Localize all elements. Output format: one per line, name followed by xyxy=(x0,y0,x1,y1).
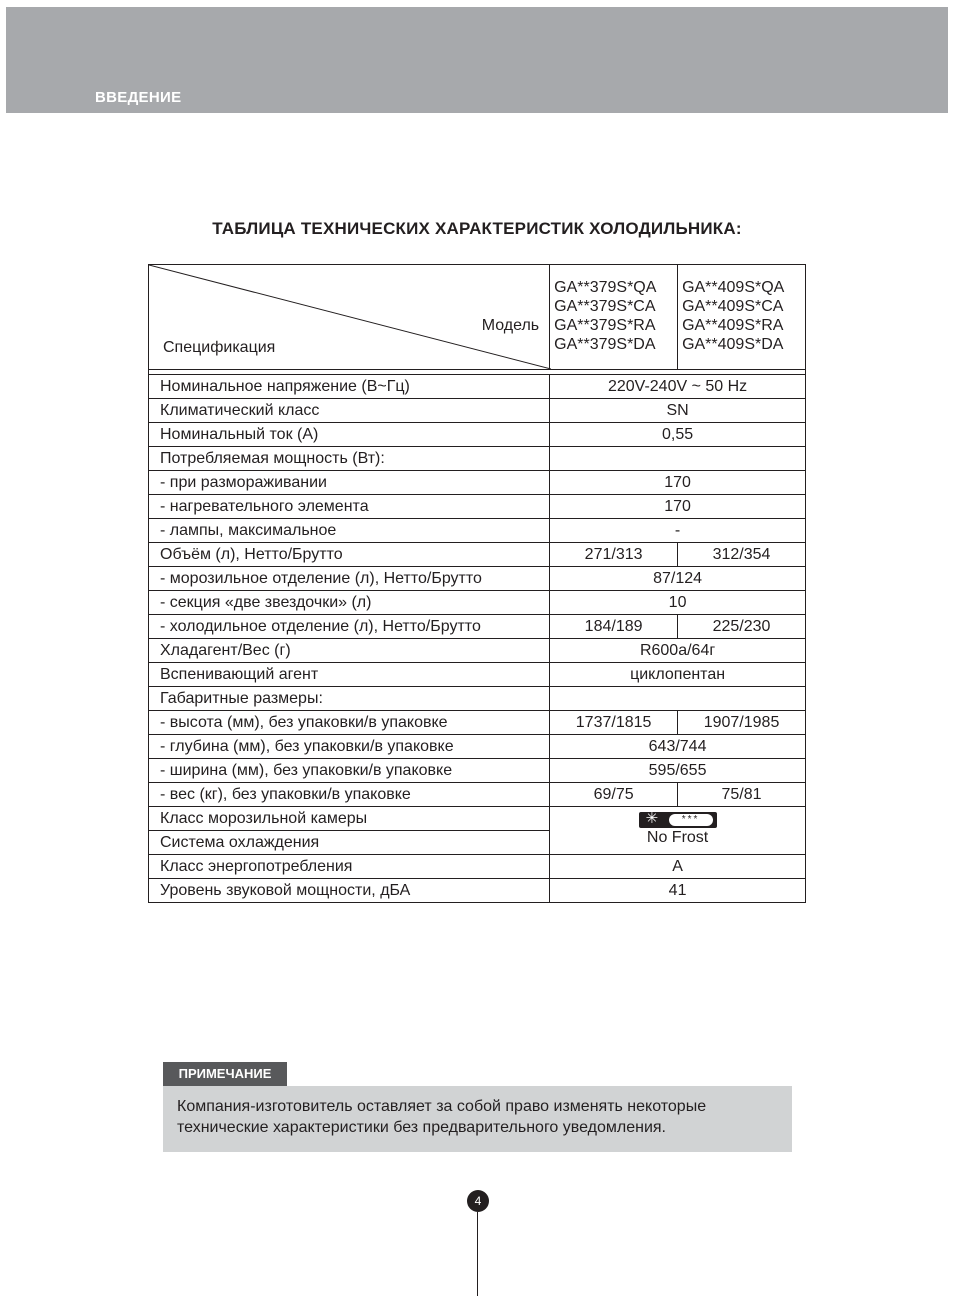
table-row xyxy=(149,495,806,519)
row-value-a: 184/189 xyxy=(550,615,678,639)
table-row xyxy=(149,855,806,879)
table-row xyxy=(149,399,806,423)
header-corner-cell xyxy=(149,265,550,370)
row-value: - xyxy=(550,519,806,543)
table-row xyxy=(149,663,806,687)
model-name: GA**379S*RA xyxy=(554,317,656,334)
row-label: Вспенивающий агент xyxy=(149,663,550,687)
table-row xyxy=(149,639,806,663)
row-value-a: 69/75 xyxy=(550,783,678,807)
model-name: GA**409S*QA xyxy=(682,279,785,296)
row-value: 595/655 xyxy=(550,759,806,783)
page-number-stem xyxy=(477,1212,478,1296)
model-group-b xyxy=(678,265,806,370)
row-label: Класс морозильной камеры xyxy=(149,807,550,831)
row-label: Габаритные размеры: xyxy=(149,687,550,711)
row-label: Климатический класс xyxy=(149,399,550,423)
row-label: Класс энергопотребления xyxy=(149,855,550,879)
row-value-a: 271/313 xyxy=(550,543,678,567)
table-row xyxy=(149,375,806,399)
row-value: SN xyxy=(550,399,806,423)
model-name: GA**409S*CA xyxy=(682,298,784,315)
model-name: GA**409S*DA xyxy=(682,336,784,353)
row-value-a: 1737/1815 xyxy=(550,711,678,735)
row-label: - морозильное отделение (л), Нетто/Брутто xyxy=(149,567,550,591)
table-row xyxy=(149,687,806,711)
note-text-line: Компания-изготовитель оставляет за собой право изменять некоторые xyxy=(177,1098,707,1115)
row-label: - нагревательного элемента xyxy=(149,495,550,519)
row-label: Потребляемая мощность (Вт): xyxy=(149,447,550,471)
row-value-b: 1907/1985 xyxy=(678,711,806,735)
table-row xyxy=(149,807,806,831)
spec-table xyxy=(148,264,806,903)
table-row xyxy=(149,783,806,807)
row-label: Номинальный ток (А) xyxy=(149,423,550,447)
table-row xyxy=(149,543,806,567)
row-label: Хладагент/Вес (г) xyxy=(149,639,550,663)
model-name: GA**379S*CA xyxy=(554,298,656,315)
model-name: GA**379S*QA xyxy=(554,279,657,296)
table-row xyxy=(149,759,806,783)
row-value: 220V-240V ~ 50 Hz xyxy=(550,375,806,399)
model-group-a xyxy=(550,265,678,370)
table-row xyxy=(149,471,806,495)
row-value-b: 225/230 xyxy=(678,615,806,639)
row-label: - высота (мм), без упаковки/в упаковке xyxy=(149,711,550,735)
table-row xyxy=(149,567,806,591)
row-value xyxy=(550,687,806,711)
row-label: - холодильное отделение (л), Нетто/Брутто xyxy=(149,615,550,639)
row-label: Объём (л), Нетто/Брутто xyxy=(149,543,550,567)
row-value-b: 312/354 xyxy=(678,543,806,567)
row-value: 170 xyxy=(550,495,806,519)
row-label: Система охлаждения xyxy=(149,831,550,855)
row-value: No Frost xyxy=(646,829,709,846)
page-number: 4 xyxy=(467,1190,489,1212)
row-value: 0,55 xyxy=(550,423,806,447)
note-text-line: технические характеристики без предварительного уведомления. xyxy=(177,1119,666,1136)
row-label: - при размораживании xyxy=(149,471,550,495)
table-row xyxy=(149,711,806,735)
table-row xyxy=(149,735,806,759)
row-label: - лампы, максимальное xyxy=(149,519,550,543)
table-row xyxy=(149,615,806,639)
section-label: ВВЕДЕНИЕ xyxy=(95,89,182,106)
note-tag: ПРИМЕЧАНИЕ xyxy=(163,1062,287,1086)
row-label: Номинальное напряжение (В~Гц) xyxy=(149,375,550,399)
note-box xyxy=(163,1086,792,1152)
snowflake-three-star-icon: ✳ *** xyxy=(639,812,717,828)
freezer-cooling-cell xyxy=(550,807,806,855)
row-value: 41 xyxy=(550,879,806,903)
model-name: GA**379S*DA xyxy=(554,336,656,353)
row-value: 643/744 xyxy=(550,735,806,759)
table-row xyxy=(149,423,806,447)
corner-spec-label: Спецификация xyxy=(163,339,276,356)
table-row xyxy=(149,591,806,615)
table-row xyxy=(149,519,806,543)
row-label: - глубина (мм), без упаковки/в упаковке xyxy=(149,735,550,759)
row-label: - секция «две звездочки» (л) xyxy=(149,591,550,615)
table-row xyxy=(149,447,806,471)
row-value: R600a/64г xyxy=(550,639,806,663)
row-label: Уровень звуковой мощности, дБА xyxy=(149,879,550,903)
model-name: GA**409S*RA xyxy=(682,317,784,334)
table-row xyxy=(149,879,806,903)
row-value: A xyxy=(550,855,806,879)
corner-model-label: Модель xyxy=(481,317,540,334)
row-value: 10 xyxy=(550,591,806,615)
row-value xyxy=(550,447,806,471)
row-value-b: 75/81 xyxy=(678,783,806,807)
table-header-row xyxy=(149,265,806,370)
row-value: циклопентан xyxy=(550,663,806,687)
row-label: - ширина (мм), без упаковки/в упаковке xyxy=(149,759,550,783)
row-value: 170 xyxy=(550,471,806,495)
row-label: - вес (кг), без упаковки/в упаковке xyxy=(149,783,550,807)
row-value: 87/124 xyxy=(550,567,806,591)
table-title: ТАБЛИЦА ТЕХНИЧЕСКИХ ХАРАКТЕРИСТИК ХОЛОДИЛЬНИКА: xyxy=(212,219,742,238)
